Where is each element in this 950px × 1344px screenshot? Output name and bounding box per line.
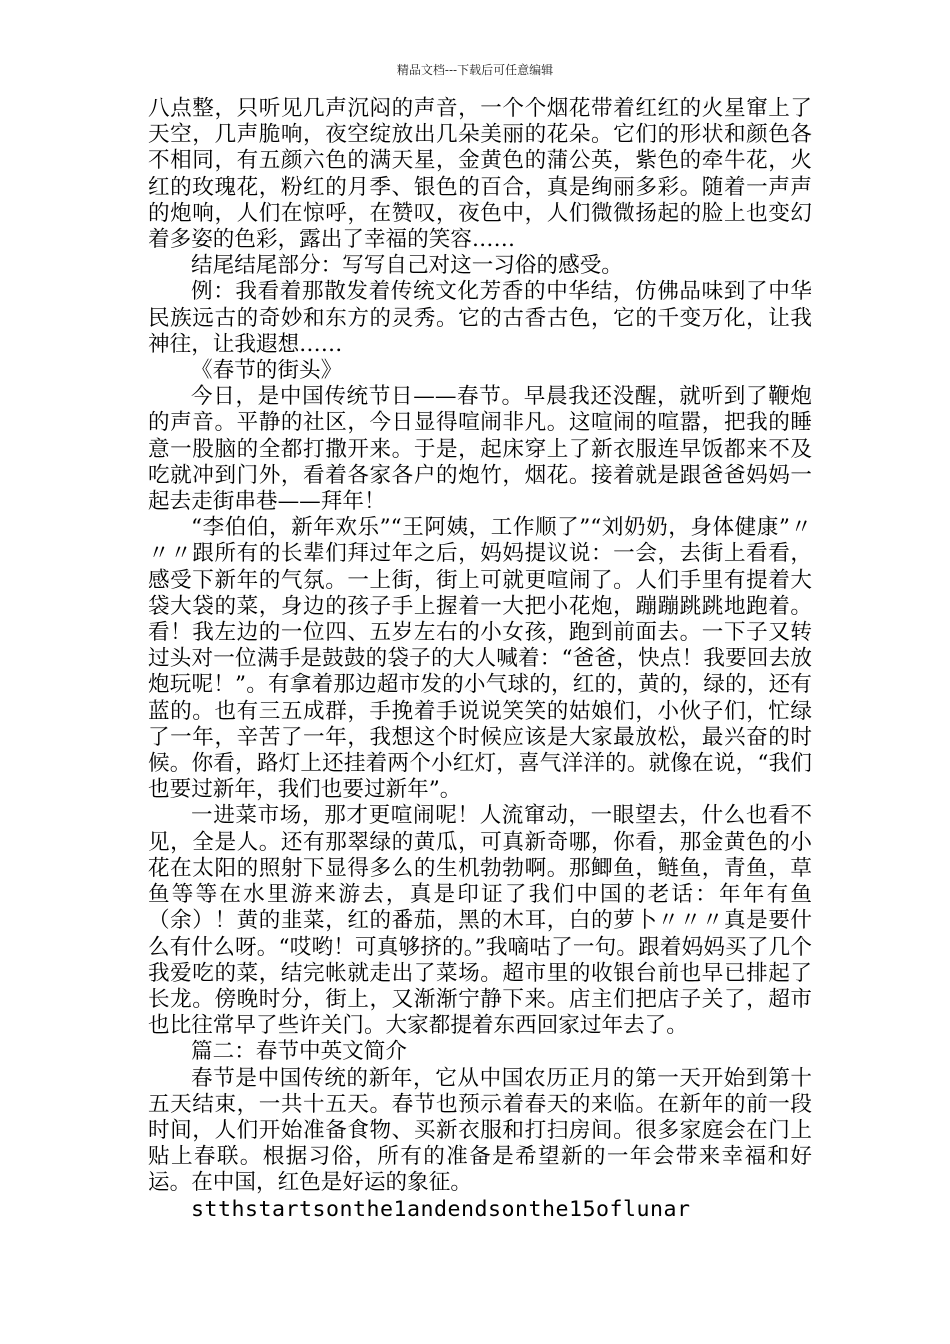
paragraph-street-greetings: “李伯伯，新年欢乐”“王阿姨，工作顺了”“刘奶奶，身体健康”〃〃〃跟所有的长辈们拜过年之后，妈妈提议说：一会，去街上看看，感受下新年的气氛。一上街，街上可就更喧闹了。人们手里有提着大袋大袋的菜，身边的孩子手上握着一大把小花炮，蹦蹦跳跳地跑着。看！我左边的一位四、五岁左右的小女孩，跑到前面去。一下子又转过头对一位满手是鼓鼓的袋子的大人喊着：“爸爸，快点！我要回去放炮玩呢！”。有拿着那边超市发的小气球的，红的，黄的，绿的，还有蓝的。也有三五成群，手挽着手说说笑笑的姑娘们，小伙子们，忙绿了一年，辛苦了一年，我想这个时候应该是大家最放松，最兴奋的时候。你看，路灯上还挂着两个小红灯，喜气洋洋的。就像在说，“我们也要过新年，我们也要过新年”。 xyxy=(148,515,812,803)
paragraph-example: 例：我看着那散发着传统文化芳香的中华结，仿佛品味到了中华民族远古的奇妙和东方的灵秀。它的古香古色，它的千变万化，让我神往，让我遐想…… xyxy=(148,279,812,357)
paragraph-vegetable-market: 一进菜市场，那才更喧闹呢！人流窜动，一眼望去，什么也看不见，全是人。还有那翠绿的黄瓜，可真新奇哪，你看，那金黄色的小花在太阳的照射下显得多么的生机勃勃啊。那鲫鱼，鲢鱼，青鱼，草鱼等等在水里游来游去，真是印证了我们中国的老话：年年有鱼（余）！黄的韭菜，红的番茄，黑的木耳，白的萝卜〃〃〃真是要什么有什么呀。“哎哟！可真够挤的。”我嘀咕了一句。跟着妈妈买了几个我爱吃的菜，结完帐就走出了菜场。超市里的收银台前也早已排起了长龙。傍晚时分，街上，又渐渐宁静下来。店主们把店子关了，超市也比往常早了些许关门。大家都提着东西回家过年去了。 xyxy=(148,803,812,1039)
paragraph-fireworks: 八点整，只听见几声沉闷的声音，一个个烟花带着红红的火星窜上了天空，几声脆响，夜空绽放出几朵美丽的花朵。它们的形状和颜色各不相同，有五颜六色的满天星，金黄色的蒲公英，紫色的牵牛花，火红的玫瑰花，粉红的月季、银色的百合，真是绚丽多彩。随着一声声的炮响，人们在惊呼，在赞叹，夜色中，人们微微扬起的脸上也变幻着多姿的色彩，露出了幸福的笑容…… xyxy=(148,96,812,253)
page-header-watermark: 精品文档---下载后可任意编辑 xyxy=(396,63,554,77)
paragraph-spring-festival-intro: 春节是中国传统的新年，它从中国农历正月的第一天开始到第十五天结束，一共十五天。春节也预示着春天的来临。在新年的前一段时间，人们开始准备食物、买新衣服和打扫房间。很多家庭会在门上贴上春联。根据习俗，所有的准备是希望新的一年会带来幸福和好运。在中国，红色是好运的象征。 xyxy=(148,1065,812,1196)
paragraph-spring-festival-morning: 今日，是中国传统节日——春节。早晨我还没醒，就听到了鞭炮的声音。平静的社区，今日显得喧闹非凡。这喧闹的喧嚣，把我的睡意一股脑的全都打撒开来。于是，起床穿上了新衣服连早饭都来不及吃就冲到门外，看着各家各户的炮竹，烟花。接着就是跟爸爸妈妈一起去走街串巷——拜年！ xyxy=(148,384,812,515)
essay-title: 《春节的街头》 xyxy=(191,358,343,384)
paragraph-english-fragment: stthstartsonthe1andendsonthe15oflunar xyxy=(191,1196,691,1222)
section-heading-part-two: 篇二：春节中英文简介 xyxy=(191,1039,407,1065)
paragraph-ending-section: 结尾结尾部分：写写自己对这一习俗的感受。 xyxy=(191,253,623,279)
document-body xyxy=(148,96,812,1223)
